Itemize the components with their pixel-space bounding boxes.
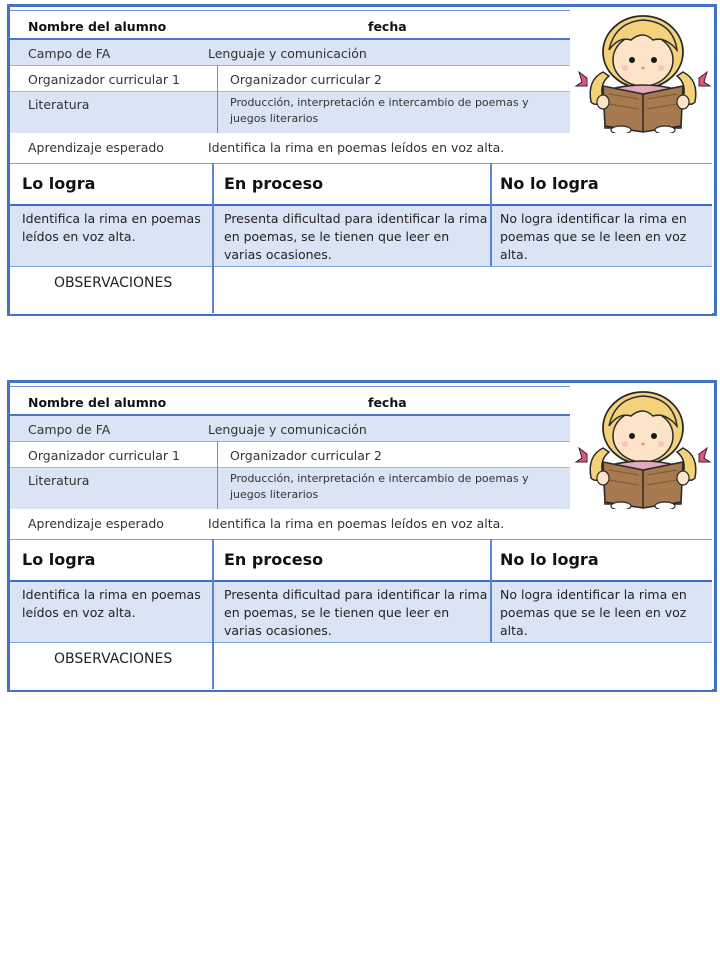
organizador-divider [217,441,218,509]
levels-description-row [10,206,712,266]
level-desc-lo-logra: Identifica la rima en poemas leídos en voz alta. [22,587,201,620]
level-title-lo-logra: Lo logra [22,550,96,569]
aprendizaje-value: Identifica la rima en poemas leídos en voz alta. [208,140,505,155]
aprendizaje-row [10,133,712,163]
observations-row [10,266,712,314]
aprendizaje-label: Aprendizaje esperado [28,516,164,531]
campo-value: Lenguaje y comunicación [208,46,367,61]
levels-header-row [10,163,712,207]
level-title-en-proceso: En proceso [224,174,324,193]
student-name-label: Nombre del alumno [28,395,167,410]
levels-description-row [10,582,712,642]
student-name-row [10,386,570,415]
campo-value: Lenguaje y comunicación [208,422,367,437]
level-desc-no-lo-logra: No logra identificar la rima en poemas que se le leen en voz alta. [500,587,687,638]
organizador-header-row [10,65,570,92]
level-title-en-proceso: En proceso [224,550,324,569]
observations-label: OBSERVACIONES [54,651,173,667]
aprendizaje-row [10,509,712,539]
organizador2-value: Producción, interpretación e intercambio de poemas y juegos literarios [230,96,529,125]
campo-row [10,38,570,67]
organizador1-value: Literatura [28,473,90,488]
level-desc-en-proceso: Presenta dificultad para identificar la rima en poemas, se le tienen que leer en varias ocasiones. [224,587,488,638]
level-desc-no-lo-logra: No logra identificar la rima en poemas que se le leen en voz alta. [500,211,687,262]
level-desc-en-proceso: Presenta dificultad para identificar la rima en poemas, se le tienen que leer en varias ocasiones. [224,211,488,262]
levels-header-row [10,539,712,583]
organizador1-label: Organizador curricular 1 [28,448,180,463]
observations-row [10,642,712,690]
organizador1-label: Organizador curricular 1 [28,72,180,87]
organizador-value-row [10,91,570,134]
level-title-no-lo-logra: No lo logra [500,174,599,193]
observations-label: OBSERVACIONES [54,275,173,291]
level-desc-lo-logra: Identifica la rima en poemas leídos en voz alta. [22,211,201,244]
organizador2-label: Organizador curricular 2 [230,72,382,87]
girl-reading-book-icon [573,10,714,133]
aprendizaje-label: Aprendizaje esperado [28,140,164,155]
organizador-value-row [10,467,570,510]
campo-label: Campo de FA [28,46,111,61]
organizador2-value: Producción, interpretación e intercambio de poemas y juegos literarios [230,472,529,501]
level-title-lo-logra: Lo logra [22,174,96,193]
organizador-header-row [10,441,570,468]
aprendizaje-value: Identifica la rima en poemas leídos en voz alta. [208,516,505,531]
girl-reading-book-icon [573,386,714,509]
organizador2-label: Organizador curricular 2 [230,448,382,463]
column-divider [212,539,214,689]
date-label: fecha [368,395,407,410]
level-title-no-lo-logra: No lo logra [500,550,599,569]
campo-label: Campo de FA [28,422,111,437]
student-name-label: Nombre del alumno [28,19,167,34]
column-divider [212,163,214,313]
organizador1-value: Literatura [28,97,90,112]
column-divider [490,539,492,642]
campo-row [10,414,570,443]
rubric-card-1 [7,4,717,316]
organizador-divider [217,65,218,133]
column-divider [490,163,492,266]
student-name-row [10,10,570,39]
rubric-card-2 [7,380,717,692]
date-label: fecha [368,19,407,34]
